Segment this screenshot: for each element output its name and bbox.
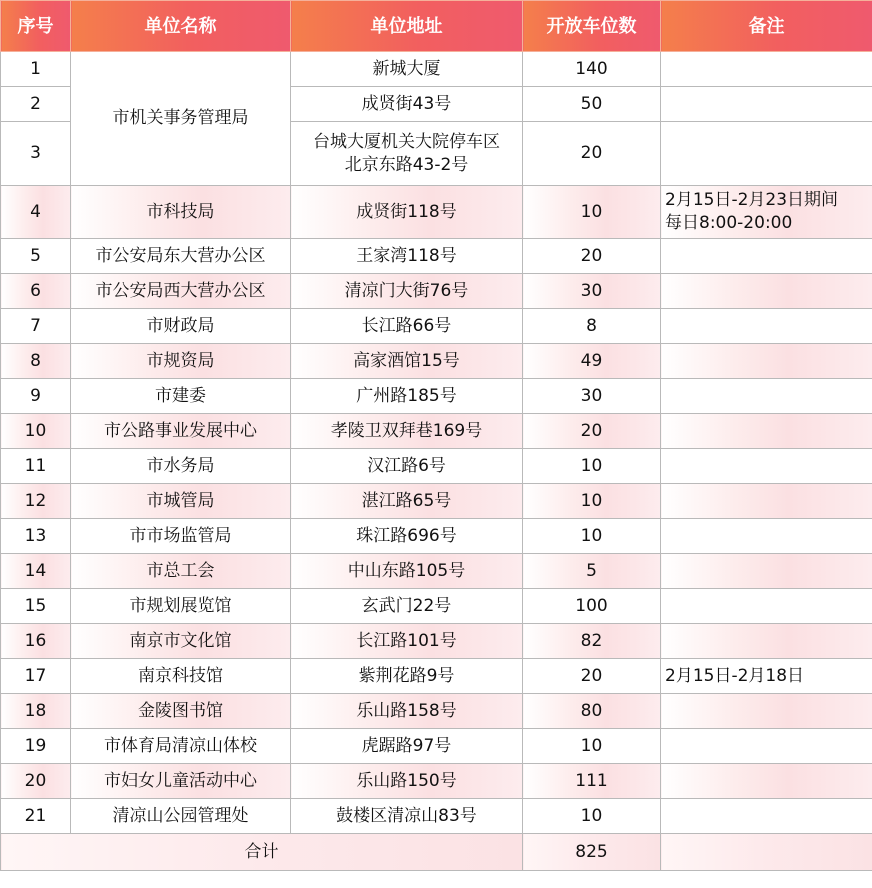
cell-spaces: 30 (523, 379, 661, 414)
cell-note (661, 52, 872, 87)
cell-address: 玄武门22号 (291, 589, 523, 624)
cell-address: 长江路66号 (291, 309, 523, 344)
cell-note (661, 694, 872, 729)
cell-address: 成贤街43号 (291, 87, 523, 122)
cell-no: 8 (1, 344, 71, 379)
cell-no: 6 (1, 274, 71, 309)
header-address: 单位地址 (291, 1, 523, 52)
cell-name: 市建委 (71, 379, 291, 414)
cell-note (661, 344, 872, 379)
cell-spaces: 20 (523, 659, 661, 694)
cell-name: 市城管局 (71, 484, 291, 519)
table-row (1, 309, 872, 344)
cell-no: 9 (1, 379, 71, 414)
header-no: 序号 (1, 1, 71, 52)
table-row (1, 659, 872, 694)
table-row (1, 624, 872, 659)
cell-note (661, 729, 872, 764)
cell-no: 13 (1, 519, 71, 554)
cell-spaces: 20 (523, 122, 661, 186)
table-row (1, 764, 872, 799)
cell-address: 珠江路696号 (291, 519, 523, 554)
cell-note (661, 309, 872, 344)
cell-name: 市市场监管局 (71, 519, 291, 554)
cell-spaces: 8 (523, 309, 661, 344)
table-row (1, 414, 872, 449)
cell-spaces: 10 (523, 799, 661, 834)
cell-address: 乐山路150号 (291, 764, 523, 799)
cell-spaces: 5 (523, 554, 661, 589)
cell-name: 市科技局 (71, 186, 291, 239)
total-note (661, 834, 872, 871)
cell-no: 7 (1, 309, 71, 344)
cell-spaces: 10 (523, 449, 661, 484)
cell-address: 清凉门大街76号 (291, 274, 523, 309)
note-line: 每日8:00-20:00 (665, 213, 793, 233)
cell-address: 虎踞路97号 (291, 729, 523, 764)
table-row (1, 799, 872, 834)
cell-address: 鼓楼区清凉山83号 (291, 799, 523, 834)
cell-name: 市水务局 (71, 449, 291, 484)
cell-spaces: 140 (523, 52, 661, 87)
header-note: 备注 (661, 1, 872, 52)
cell-address: 长江路101号 (291, 624, 523, 659)
cell-spaces: 10 (523, 519, 661, 554)
total-label: 合计 (1, 834, 523, 871)
cell-address: 湛江路65号 (291, 484, 523, 519)
cell-note (661, 589, 872, 624)
cell-no: 17 (1, 659, 71, 694)
cell-spaces: 80 (523, 694, 661, 729)
cell-name: 市财政局 (71, 309, 291, 344)
cell-no: 12 (1, 484, 71, 519)
cell-no: 21 (1, 799, 71, 834)
cell-name: 市机关事务管理局 (71, 52, 291, 186)
cell-note (661, 239, 872, 274)
cell-name: 市公路事业发展中心 (71, 414, 291, 449)
header-row (1, 1, 872, 52)
cell-no: 20 (1, 764, 71, 799)
cell-no: 3 (1, 122, 71, 186)
cell-address: 广州路185号 (291, 379, 523, 414)
table-row (1, 379, 872, 414)
cell-name: 市公安局西大营办公区 (71, 274, 291, 309)
cell-name: 市公安局东大营办公区 (71, 239, 291, 274)
cell-note (661, 484, 872, 519)
cell-no: 11 (1, 449, 71, 484)
total-spaces: 825 (523, 834, 661, 871)
cell-spaces: 20 (523, 414, 661, 449)
cell-address (291, 122, 523, 186)
cell-spaces: 10 (523, 484, 661, 519)
table-row (1, 449, 872, 484)
note-line: 2月15日-2月23日期间 (665, 190, 839, 210)
cell-no: 15 (1, 589, 71, 624)
cell-note (661, 379, 872, 414)
cell-note (661, 554, 872, 589)
table-row (1, 729, 872, 764)
table-row (1, 519, 872, 554)
cell-name: 市规资局 (71, 344, 291, 379)
cell-address: 中山东路105号 (291, 554, 523, 589)
cell-address: 成贤街118号 (291, 186, 523, 239)
cell-spaces: 82 (523, 624, 661, 659)
cell-note (661, 519, 872, 554)
cell-address: 高家酒馆15号 (291, 344, 523, 379)
cell-note (661, 87, 872, 122)
cell-name: 南京科技馆 (71, 659, 291, 694)
cell-no: 1 (1, 52, 71, 87)
table-row (1, 484, 872, 519)
cell-no: 14 (1, 554, 71, 589)
cell-spaces: 30 (523, 274, 661, 309)
cell-spaces: 10 (523, 729, 661, 764)
cell-name: 南京市文化馆 (71, 624, 291, 659)
cell-name: 金陵图书馆 (71, 694, 291, 729)
cell-note (661, 624, 872, 659)
cell-name: 市总工会 (71, 554, 291, 589)
cell-spaces: 111 (523, 764, 661, 799)
cell-note (661, 449, 872, 484)
cell-spaces: 10 (523, 186, 661, 239)
cell-name: 清凉山公园管理处 (71, 799, 291, 834)
total-row (1, 834, 872, 871)
table-row (1, 52, 872, 87)
cell-address: 王家湾118号 (291, 239, 523, 274)
cell-spaces: 50 (523, 87, 661, 122)
cell-no: 16 (1, 624, 71, 659)
cell-no: 19 (1, 729, 71, 764)
cell-address: 汉江路6号 (291, 449, 523, 484)
cell-address: 紫荆花路9号 (291, 659, 523, 694)
table-row (1, 274, 872, 309)
cell-note: 2月15日-2月18日 (661, 659, 872, 694)
cell-no: 5 (1, 239, 71, 274)
cell-name: 市体育局清凉山体校 (71, 729, 291, 764)
cell-no: 10 (1, 414, 71, 449)
cell-name: 市规划展览馆 (71, 589, 291, 624)
cell-note (661, 414, 872, 449)
cell-address: 乐山路158号 (291, 694, 523, 729)
table-row (1, 694, 872, 729)
cell-note (661, 274, 872, 309)
cell-no: 4 (1, 186, 71, 239)
table-row (1, 554, 872, 589)
cell-note (661, 186, 872, 239)
cell-spaces: 100 (523, 589, 661, 624)
header-spaces: 开放车位数 (523, 1, 661, 52)
cell-spaces: 20 (523, 239, 661, 274)
table-row (1, 239, 872, 274)
cell-note (661, 764, 872, 799)
table-row (1, 344, 872, 379)
cell-address: 孝陵卫双拜巷169号 (291, 414, 523, 449)
cell-spaces: 49 (523, 344, 661, 379)
address-line: 北京东路43-2号 (344, 154, 469, 175)
table-row (1, 589, 872, 624)
cell-note (661, 799, 872, 834)
cell-note (661, 122, 872, 186)
header-name: 单位名称 (71, 1, 291, 52)
table-row (1, 186, 872, 239)
cell-no: 18 (1, 694, 71, 729)
cell-name: 市妇女儿童活动中心 (71, 764, 291, 799)
cell-no: 2 (1, 87, 71, 122)
address-line: 台城大厦机关大院停车区 (313, 131, 500, 152)
cell-address: 新城大厦 (291, 52, 523, 87)
